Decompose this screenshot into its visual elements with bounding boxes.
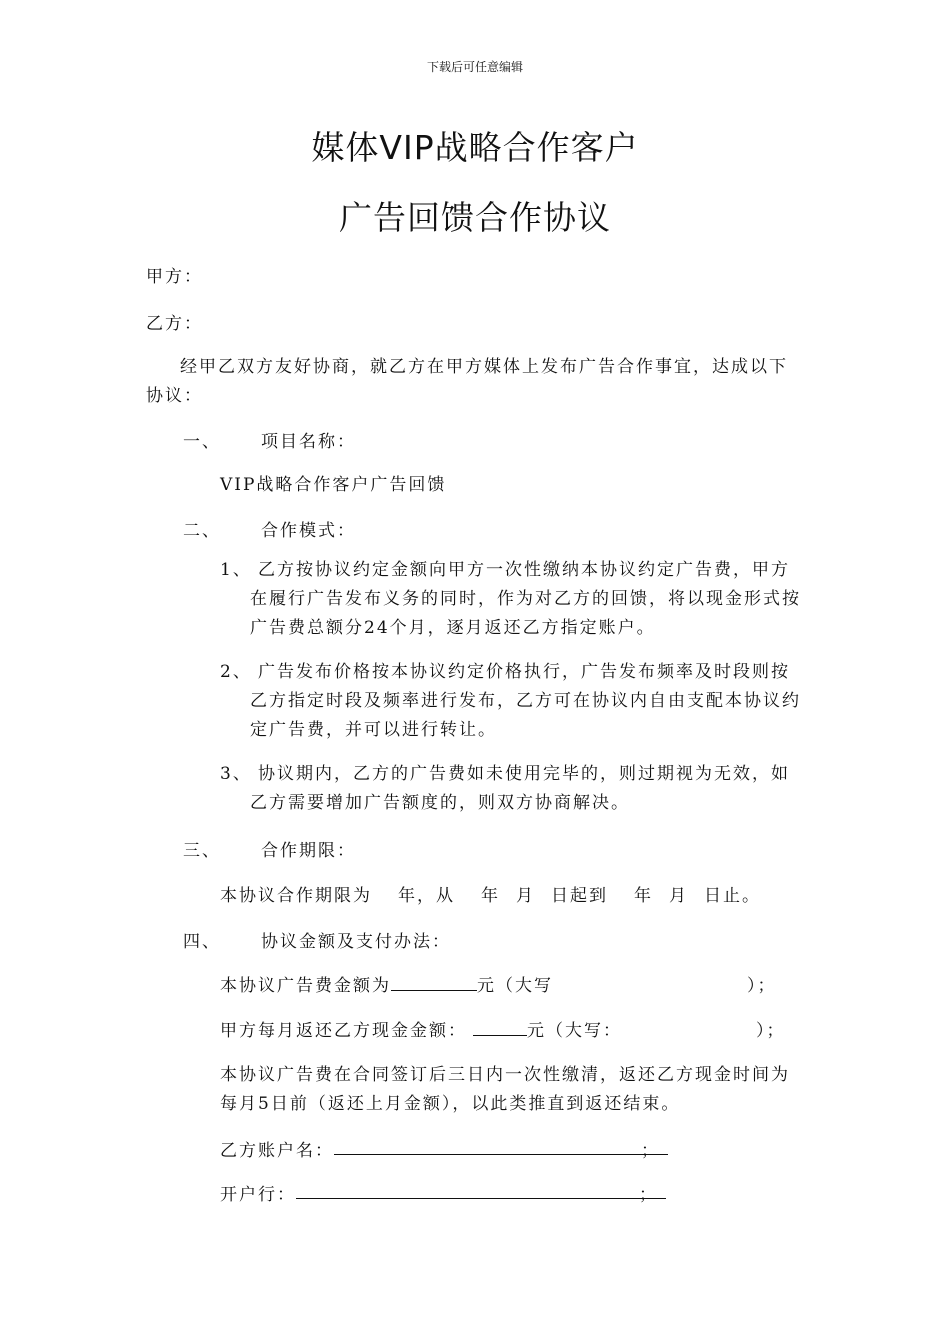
bank-line (220, 1180, 666, 1205)
intro-paragraph-line2: 协议： (146, 386, 203, 406)
account-name-line (220, 1136, 668, 1161)
ad-fee-line (220, 971, 777, 996)
ad-fee-amount-blank[interactable] (391, 972, 477, 991)
account-name-label: 乙方账户名： (220, 1141, 334, 1161)
document-subtitle: 广告回馈合作协议 (339, 198, 611, 237)
monthly-return-uppercase-label: 元（大写： (527, 1021, 622, 1041)
section-4-heading (183, 927, 451, 952)
monthly-return-close: ）； (756, 1021, 786, 1041)
section-2-number: 二、 (183, 521, 221, 541)
section-3-number: 三、 (183, 841, 221, 861)
monthly-return-line (220, 1016, 786, 1041)
section-4-label: 协议金额及支付办法： (261, 932, 451, 952)
monthly-return-label: 甲方每月返还乙方现金金额： (220, 1021, 467, 1041)
bank-label: 开户行： (220, 1185, 296, 1205)
ad-fee-close: ）； (747, 976, 777, 996)
project-name-value: VIP战略合作客户广告回馈 (220, 475, 447, 495)
monthly-return-amount-blank[interactable] (473, 1017, 527, 1036)
period-text-7: 月 (669, 886, 688, 906)
period-text-1: 本协议合作期限为 (220, 886, 372, 906)
account-name-end: ； (641, 1141, 660, 1161)
bank-blank[interactable] (296, 1180, 666, 1205)
ad-fee-label: 本协议广告费金额为 (220, 976, 391, 996)
item-1-line2: 在履行广告发布义务的同时，作为对乙方的回馈，将以现金形式按 (250, 589, 801, 609)
ad-fee-uppercase-label: 元（大写 (477, 976, 553, 996)
section-4-number: 四、 (183, 932, 221, 952)
payment-terms-line1: 本协议广告费在合同签订后三日内一次性缴清，返还乙方现金时间为 (220, 1065, 790, 1085)
document-title: 媒体VIP战略合作客户 (311, 128, 639, 167)
item-2-line2: 乙方指定时段及频率进行发布，乙方可在协议内自由支配本协议约 (250, 691, 801, 711)
period-text-5: 日起到 (551, 886, 608, 906)
period-text-2: 年，从 (398, 886, 455, 906)
account-name-blank[interactable] (334, 1136, 668, 1161)
cooperation-period-line (220, 881, 761, 906)
section-1-number: 一、 (183, 432, 221, 452)
section-3-heading (183, 836, 356, 861)
section-1-label: 项目名称： (261, 432, 356, 452)
party-a-label: 甲方： (146, 267, 203, 287)
section-1-heading (183, 427, 356, 452)
item-2-number: 2、 (220, 662, 252, 682)
page-header-note: 下载后可任意编辑 (426, 60, 523, 74)
item-1-number: 1、 (220, 560, 252, 580)
period-text-6: 年 (634, 886, 653, 906)
item-2-line3: 定广告费，并可以进行转让。 (250, 720, 497, 740)
payment-terms-line2: 每月5日前（返还上月金额），以此类推直到返还结束。 (220, 1094, 681, 1114)
intro-paragraph-line1: 经甲乙双方友好协商，就乙方在甲方媒体上发布广告合作事宜，达成以下 (180, 357, 788, 377)
section-2-label: 合作模式： (261, 521, 356, 541)
section-3-label: 合作期限： (261, 841, 356, 861)
party-b-label: 乙方： (146, 314, 203, 334)
item-1-line3: 广告费总额分24个月，逐月返还乙方指定账户。 (250, 618, 656, 638)
bank-end: ； (639, 1185, 658, 1205)
item-3-line1: 协议期内，乙方的广告费如未使用完毕的，则过期视为无效，如 (258, 764, 790, 784)
item-3-line2: 乙方需要增加广告额度的，则双方协商解决。 (250, 793, 630, 813)
period-text-8: 日止。 (704, 886, 761, 906)
item-1-line1: 乙方按协议约定金额向甲方一次性缴纳本协议约定广告费，甲方 (258, 560, 790, 580)
item-3-number: 3、 (220, 764, 252, 784)
item-2-line1: 广告发布价格按本协议约定价格执行，广告发布频率及时段则按 (258, 662, 790, 682)
period-text-3: 年 (481, 886, 500, 906)
section-2-heading (183, 516, 356, 541)
period-text-4: 月 (516, 886, 535, 906)
